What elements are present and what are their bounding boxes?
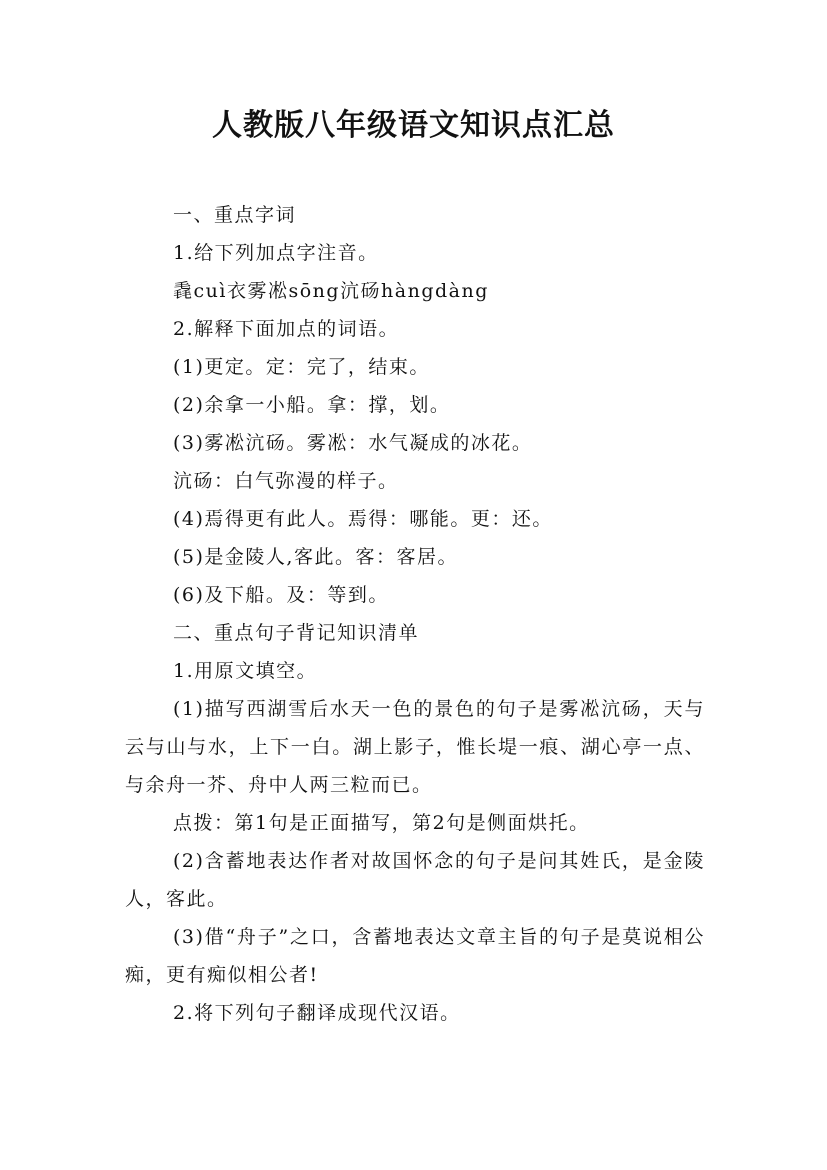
sentence-item-1: (1)描写西湖雪后水天一色的景色的句子是雾凇沆砀，天与云与山与水，上下一白。湖上影子，惟长堤一痕、湖心亭一点、与余舟一芥、舟中人两三粒而已。 xyxy=(125,698,705,796)
sentence-note: 点拨：第1句是正面描写，第2句是侧面烘托。 xyxy=(173,812,590,834)
explain-item-1: (1)更定。定：完了，结束。 xyxy=(173,356,430,378)
explain-item-2: (2)余拿一小船。拿：撑，划。 xyxy=(173,394,451,416)
explain-item-3-continued: 沆砀：白气弥漫的样子。 xyxy=(173,470,399,492)
explain-item-5: (5)是金陵人,客此。客：客居。 xyxy=(173,546,458,568)
question-pinyin: 1.给下列加点字注音。 xyxy=(173,242,379,264)
document-title: 人教版八年级语文知识点汇总 xyxy=(212,108,615,143)
explain-item-4: (4)焉得更有此人。焉得：哪能。更：还。 xyxy=(173,508,553,530)
section-heading-key-sentences: 二、重点句子背记知识清单 xyxy=(173,622,420,644)
question-translate: 2.将下列句子翻译成现代汉语。 xyxy=(173,1002,461,1024)
question-explain-words: 2.解释下面加点的词语。 xyxy=(173,318,400,340)
explain-item-3: (3)雾凇沆砀。雾凇：水气凝成的冰花。 xyxy=(173,432,533,454)
sentence-item-2: (2)含蓄地表达作者对故国怀念的句子是问其姓氏，是金陵人，客此。 xyxy=(125,850,705,910)
document-body xyxy=(125,196,705,1032)
section-heading-key-words: 一、重点字词 xyxy=(173,204,297,226)
pinyin-answer: 毳cuì衣雾凇sōng沆砀hàngdàng xyxy=(173,280,489,302)
question-fill-blank: 1.用原文填空。 xyxy=(173,660,318,682)
explain-item-6: (6)及下船。及：等到。 xyxy=(173,584,389,606)
sentence-item-3: (3)借“舟子”之口，含蓄地表达文章主旨的句子是莫说相公痴，更有痴似相公者! xyxy=(125,926,705,986)
